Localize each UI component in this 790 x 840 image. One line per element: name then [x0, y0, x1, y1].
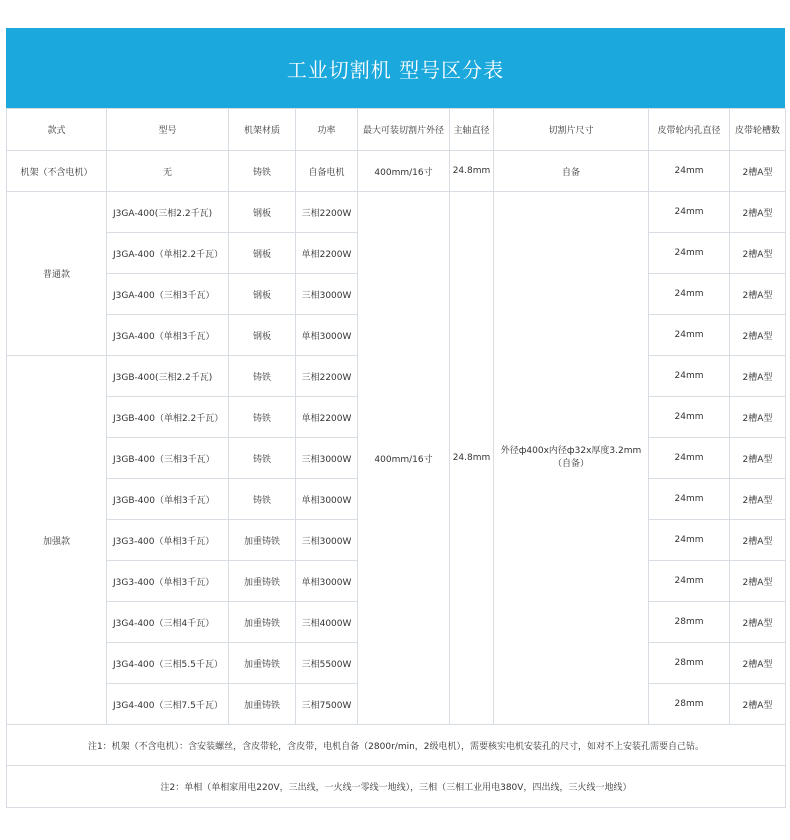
- cell-style-group: 加强款: [7, 356, 107, 725]
- cell-material: 铸铁: [229, 356, 296, 397]
- cell-pulley-bore: 24mm: [649, 479, 730, 520]
- cell-pulley-grooves: 2槽A型: [730, 602, 786, 643]
- note-row: [7, 766, 786, 808]
- col-header-style: 款式: [7, 109, 107, 151]
- cell-power: 单相3000W: [296, 315, 358, 356]
- cell-pulley-bore: 24mm: [649, 397, 730, 438]
- cell-model: J3G3-400（单相3千瓦）: [107, 561, 229, 602]
- cell-pulley-bore: 24mm: [649, 356, 730, 397]
- cell-blade-size: 自备: [494, 151, 649, 192]
- cell-max-blade: 400mm/16寸: [358, 151, 450, 192]
- spec-sheet: [6, 28, 785, 808]
- cell-style-group: 普通款: [7, 192, 107, 356]
- col-header-model: 型号: [107, 109, 229, 151]
- cell-material: 钢板: [229, 274, 296, 315]
- cell-pulley-grooves: 2槽A型: [730, 479, 786, 520]
- cell-power: 单相2200W: [296, 233, 358, 274]
- cell-model: J3GB-400（三相3千瓦）: [107, 438, 229, 479]
- cell-pulley-grooves: 2槽A型: [730, 684, 786, 725]
- cell-pulley-bore: 28mm: [649, 684, 730, 725]
- cell-pulley-bore: 28mm: [649, 643, 730, 684]
- cell-material: 加重铸铁: [229, 561, 296, 602]
- header-row: [7, 109, 786, 151]
- cell-model: J3G4-400（三相5.5千瓦）: [107, 643, 229, 684]
- col-header-power: 功率: [296, 109, 358, 151]
- cell-pulley-bore: 24mm: [649, 192, 730, 233]
- cell-pulley-grooves: 2槽A型: [730, 192, 786, 233]
- cell-pulley-bore: 24mm: [649, 151, 730, 192]
- note-2: 注2：单相（单相家用电220V，三出线，一火线一零线一地线），三相（三相工业用电380V，四出线，三火线一地线）: [7, 766, 786, 808]
- cell-model: J3G4-400（三相4千瓦）: [107, 602, 229, 643]
- col-header-pulley-bore: 皮带轮内孔直径: [649, 109, 730, 151]
- cell-model: J3GB-400（单相3千瓦）: [107, 479, 229, 520]
- cell-pulley-grooves: 2槽A型: [730, 151, 786, 192]
- cell-model: J3GB-400（单相2.2千瓦）: [107, 397, 229, 438]
- cell-material: 钢板: [229, 233, 296, 274]
- cell-model: J3GA-400（单相2.2千瓦）: [107, 233, 229, 274]
- cell-power: 单相3000W: [296, 479, 358, 520]
- cell-material: 铸铁: [229, 438, 296, 479]
- cell-model: J3GA-400(三相2.2千瓦): [107, 192, 229, 233]
- cell-power: 三相2200W: [296, 356, 358, 397]
- cell-material: 加重铸铁: [229, 520, 296, 561]
- cell-pulley-grooves: 2槽A型: [730, 520, 786, 561]
- cell-power: 三相3000W: [296, 274, 358, 315]
- cell-model: 无: [107, 151, 229, 192]
- cell-pulley-bore: 24mm: [649, 438, 730, 479]
- col-header-max-blade: 最大可装切割片外径: [358, 109, 450, 151]
- model-table: [6, 108, 786, 808]
- cell-material: 铸铁: [229, 397, 296, 438]
- cell-pulley-bore: 24mm: [649, 233, 730, 274]
- table-row: [7, 192, 786, 233]
- cell-shaft-shared: 24.8mm: [450, 192, 494, 725]
- cell-power: 三相4000W: [296, 602, 358, 643]
- col-header-pulley-grooves: 皮带轮槽数: [730, 109, 786, 151]
- cell-pulley-bore: 24mm: [649, 315, 730, 356]
- cell-pulley-bore: 28mm: [649, 602, 730, 643]
- cell-shaft: 24.8mm: [450, 151, 494, 192]
- cell-power: 三相3000W: [296, 520, 358, 561]
- cell-material: 铸铁: [229, 479, 296, 520]
- cell-power: 自备电机: [296, 151, 358, 192]
- cell-power: 三相3000W: [296, 438, 358, 479]
- cell-pulley-grooves: 2槽A型: [730, 561, 786, 602]
- cell-material: 铸铁: [229, 151, 296, 192]
- col-header-blade-size: 切割片尺寸: [494, 109, 649, 151]
- cell-model: J3G3-400（单相3千瓦）: [107, 520, 229, 561]
- cell-power: 三相7500W: [296, 684, 358, 725]
- cell-pulley-grooves: 2槽A型: [730, 315, 786, 356]
- cell-model: J3G4-400（三相7.5千瓦）: [107, 684, 229, 725]
- cell-pulley-grooves: 2槽A型: [730, 438, 786, 479]
- cell-pulley-bore: 24mm: [649, 520, 730, 561]
- col-header-material: 机架材质: [229, 109, 296, 151]
- cell-model: J3GA-400（三相3千瓦）: [107, 274, 229, 315]
- cell-power: 单相2200W: [296, 397, 358, 438]
- cell-pulley-grooves: 2槽A型: [730, 274, 786, 315]
- cell-model: J3GB-400(三相2.2千瓦): [107, 356, 229, 397]
- cell-material: 加重铸铁: [229, 602, 296, 643]
- cell-style: 机架（不含电机）: [7, 151, 107, 192]
- cell-material: 钢板: [229, 192, 296, 233]
- cell-blade-size-shared: 外径ф400x内径ф32x厚度3.2mm（自备）: [494, 192, 649, 725]
- note-1: 注1：机架（不含电机）：含安装螺丝，含皮带轮，含皮带，电机自备（2800r/min，2级电机），需要核实电机安装孔的尺寸，如对不上安装孔需要自己钻。: [7, 725, 786, 766]
- cell-pulley-grooves: 2槽A型: [730, 397, 786, 438]
- cell-pulley-bore: 24mm: [649, 561, 730, 602]
- cell-max-blade-shared: 400mm/16寸: [358, 192, 450, 725]
- cell-material: 加重铸铁: [229, 684, 296, 725]
- cell-power: 单相3000W: [296, 561, 358, 602]
- cell-pulley-grooves: 2槽A型: [730, 233, 786, 274]
- cell-model: J3GA-400（单相3千瓦）: [107, 315, 229, 356]
- cell-pulley-grooves: 2槽A型: [730, 356, 786, 397]
- cell-material: 钢板: [229, 315, 296, 356]
- col-header-shaft: 主轴直径: [450, 109, 494, 151]
- table-row-frame: [7, 151, 786, 192]
- cell-power: 三相5500W: [296, 643, 358, 684]
- cell-pulley-grooves: 2槽A型: [730, 643, 786, 684]
- note-row: [7, 725, 786, 766]
- page-title: 工业切割机 型号区分表: [6, 28, 785, 108]
- cell-pulley-bore: 24mm: [649, 274, 730, 315]
- cell-material: 加重铸铁: [229, 643, 296, 684]
- cell-power: 三相2200W: [296, 192, 358, 233]
